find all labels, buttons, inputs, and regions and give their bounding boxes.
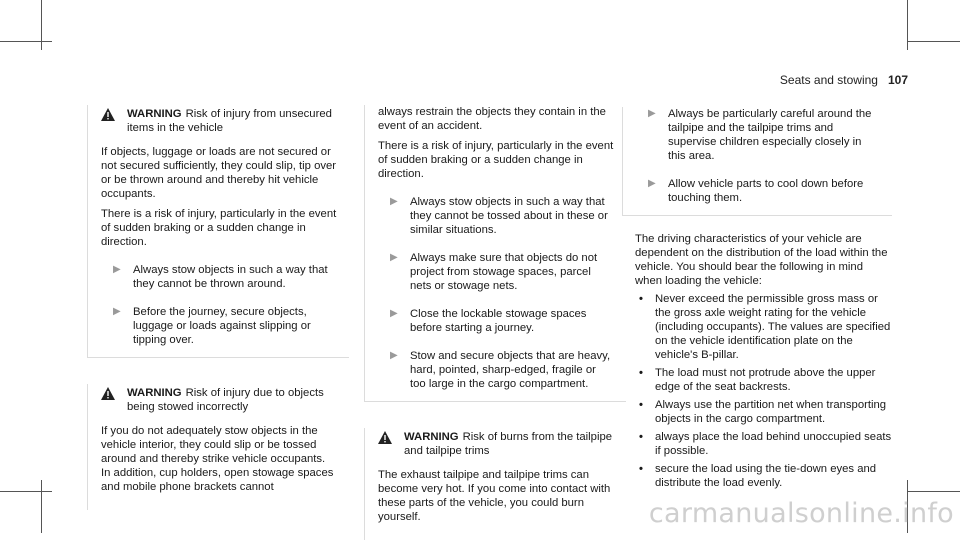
arrow-icon: ▶	[390, 196, 398, 207]
list-item: • Never exceed the permissible gross mass or the gross axle weight rating for the vehicle (including occupants). The values are specified on the vehicle identification plate on the vehicle's B-pillar.	[639, 293, 891, 361]
paragraph: There is a risk of injury, particularly in the event of sudden braking or a sudden change in direction.	[378, 140, 614, 180]
warning-continuation	[622, 107, 892, 216]
warning-burns-tailpipe	[364, 428, 626, 540]
warning-label: WARNING	[127, 387, 182, 399]
list-item: ▶ Always stow objects in such a way that they cannot be thrown around.	[113, 264, 328, 290]
crop-mark	[0, 41, 52, 42]
list-item: • The load must not protrude above the upper edge of the seat backrests.	[639, 367, 876, 393]
arrow-icon: ▶	[113, 306, 121, 317]
paragraph: always restrain the objects they contain in the event of an accident.	[378, 106, 606, 132]
list-item: ▶ Always stow objects in such a way that they cannot be tossed about in these or similar situations.	[390, 196, 608, 236]
column-1	[87, 105, 349, 510]
watermark: carmanualsonline.info	[648, 498, 954, 529]
list-item: ▶ Before the journey, secure objects, luggage or loads against slipping or tipping over.	[113, 306, 311, 346]
warning-label: WARNING	[404, 431, 459, 443]
paragraph: There is a risk of injury, particularly in the event of sudden braking or a sudden change in direction.	[101, 208, 337, 248]
list-item: ▶ Always make sure that objects do not project from stowage spaces, parcel nets or stowage nets.	[390, 252, 598, 292]
column-3	[622, 105, 892, 494]
loading-rules-list	[635, 292, 892, 490]
list-item: ▶ Allow vehicle parts to cool down before touching them.	[648, 178, 864, 204]
crop-mark	[908, 41, 960, 42]
list-item: ▶ Close the lockable stowage spaces before starting a journey.	[390, 308, 587, 334]
warning-continuation	[364, 105, 626, 402]
warning-icon	[101, 107, 121, 135]
warning-stowed-incorrectly	[87, 384, 349, 510]
crop-mark	[0, 491, 52, 492]
warning-title: Risk of injury from unsecured items in the vehicle	[127, 108, 332, 134]
arrow-icon: ▶	[113, 264, 121, 275]
paragraph: If objects, luggage or loads are not secured or not secured sufficiently, they could slip, tip over or be thrown around and thereby hit vehicle occupants.	[101, 146, 337, 200]
warning-icon	[101, 386, 121, 414]
arrow-icon: ▶	[390, 252, 398, 263]
list-item: ▶ Stow and secure objects that are heavy, hard, pointed, sharp-edged, fragile or too large in the cargo compartment.	[390, 350, 611, 390]
page-header	[780, 73, 908, 87]
list-item: • secure the load using the tie-down eyes and distribute the load evenly.	[639, 463, 877, 489]
crop-mark	[907, 0, 908, 50]
paragraph: The exhaust tailpipe and tailpipe trims can become very hot. If you come into contact with these parts of the vehicle, you could burn yourself.	[378, 469, 611, 523]
warning-title: Risk of injury due to objects being stowed incorrectly	[127, 387, 324, 413]
crop-mark	[41, 480, 42, 533]
arrow-icon: ▶	[648, 178, 656, 189]
arrow-icon: ▶	[390, 350, 398, 361]
paragraph: If you do not adequately stow objects in the vehicle interior, they could slip or be tossed around and thereby strike vehicle occupants. In addition, cup holders, open stowage spaces and mobile phone brackets cannot	[101, 425, 334, 493]
arrow-icon: ▶	[390, 308, 398, 319]
list-item: • Always use the partition net when transporting objects in the cargo compartment.	[639, 399, 887, 425]
intro-paragraph: The driving characteristics of your vehicle are dependent on the distribution of the load within the vehicle. You should bear the following in mind when loading the vehicle:	[635, 233, 888, 287]
arrow-icon: ▶	[648, 108, 656, 119]
warning-label: WARNING	[127, 108, 182, 120]
list-item: ▶ Always be particularly careful around the tailpipe and the tailpipe trims and supervise children especially closely in this area.	[648, 108, 872, 162]
section-title: Seats and stowing	[779, 73, 878, 87]
list-item: • always place the load behind unoccupied seats if possible.	[639, 431, 892, 457]
crop-mark	[41, 0, 42, 50]
page-number: 107	[887, 73, 908, 87]
warning-unsecured-items	[87, 105, 349, 358]
warning-icon	[378, 430, 398, 458]
warning-title: Risk of burns from the tailpipe and tailpipe trims	[404, 431, 613, 457]
crop-mark	[908, 491, 960, 492]
column-2	[364, 105, 626, 540]
